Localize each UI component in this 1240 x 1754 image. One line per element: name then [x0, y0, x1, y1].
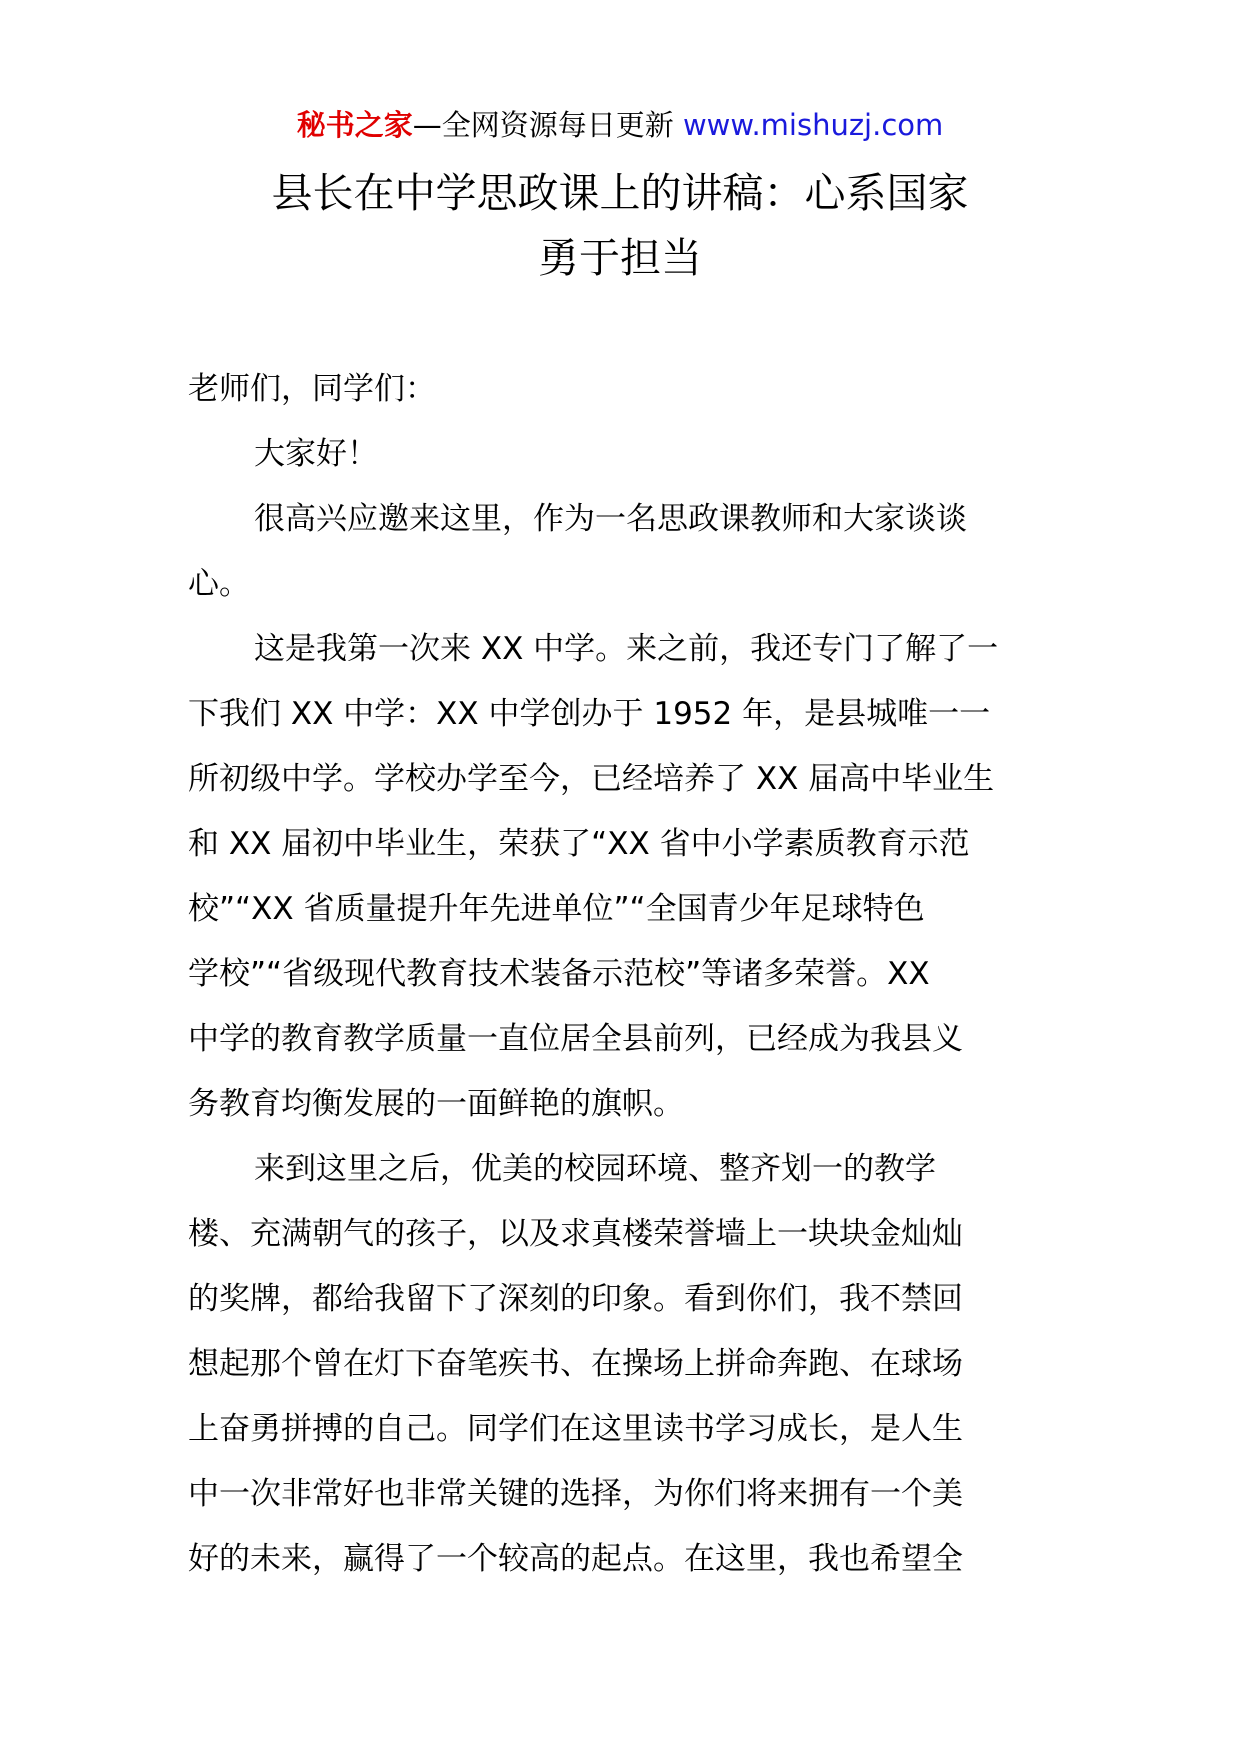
body-line: 来到这里之后，优美的校园环境、整齐划一的教学 [254, 1151, 936, 1187]
body-line: 这是我第一次来 XX 中学。来之前，我还专门了解了一 [254, 631, 999, 667]
body-line: 和 XX 届初中毕业生，荣获了“XX 省中小学素质教育示范 [188, 826, 970, 862]
document-body [188, 357, 1068, 1592]
body-line: 心。 [188, 566, 250, 602]
body-line: 好的未来，赢得了一个较高的起点。在这里，我也希望全 [188, 1541, 963, 1577]
document-title-line-1: 县长在中学思政课上的讲稿：心系国家 [271, 169, 969, 217]
site-header [0, 103, 1240, 147]
body-line: 很高兴应邀来这里，作为一名思政课教师和大家谈谈 [254, 501, 967, 537]
brand-name: 秘书之家 [296, 108, 413, 142]
body-line: 校”“XX 省质量提升年先进单位”“全国青少年足球特色 [188, 891, 925, 927]
body-line: 的奖牌，都给我留下了深刻的印象。看到你们，我不禁回 [188, 1281, 963, 1317]
body-line: 务教育均衡发展的一面鲜艳的旗帜。 [188, 1086, 684, 1122]
body-line: 想起那个曾在灯下奋笔疾书、在操场上拼命奔跑、在球场 [188, 1346, 963, 1382]
body-line: 楼、充满朝气的孩子，以及求真楼荣誉墙上一块块金灿灿 [188, 1216, 963, 1252]
salutation: 老师们，同学们： [188, 371, 436, 407]
body-line: 上奋勇拼搏的自己。同学们在这里读书学习成长，是人生 [188, 1411, 963, 1447]
body-line: 中一次非常好也非常关键的选择，为你们将来拥有一个美 [188, 1476, 963, 1512]
body-line: 所初级中学。学校办学至今，已经培养了 XX 届高中毕业生 [188, 761, 995, 797]
header-slogan: —全网资源每日更新 [412, 108, 674, 142]
body-line: 中学的教育教学质量一直位居全县前列，已经成为我县义 [188, 1021, 963, 1057]
site-url-link[interactable]: www.mishuzj.com [682, 108, 944, 142]
document-title-line-2: 勇于担当 [538, 234, 702, 282]
body-line: 学校”“省级现代教育技术装备示范校”等诸多荣誉。XX [188, 956, 930, 992]
body-line: 下我们 XX 中学：XX 中学创办于 1952 年，是县城唯一一 [188, 696, 991, 732]
greeting: 大家好！ [254, 436, 378, 472]
